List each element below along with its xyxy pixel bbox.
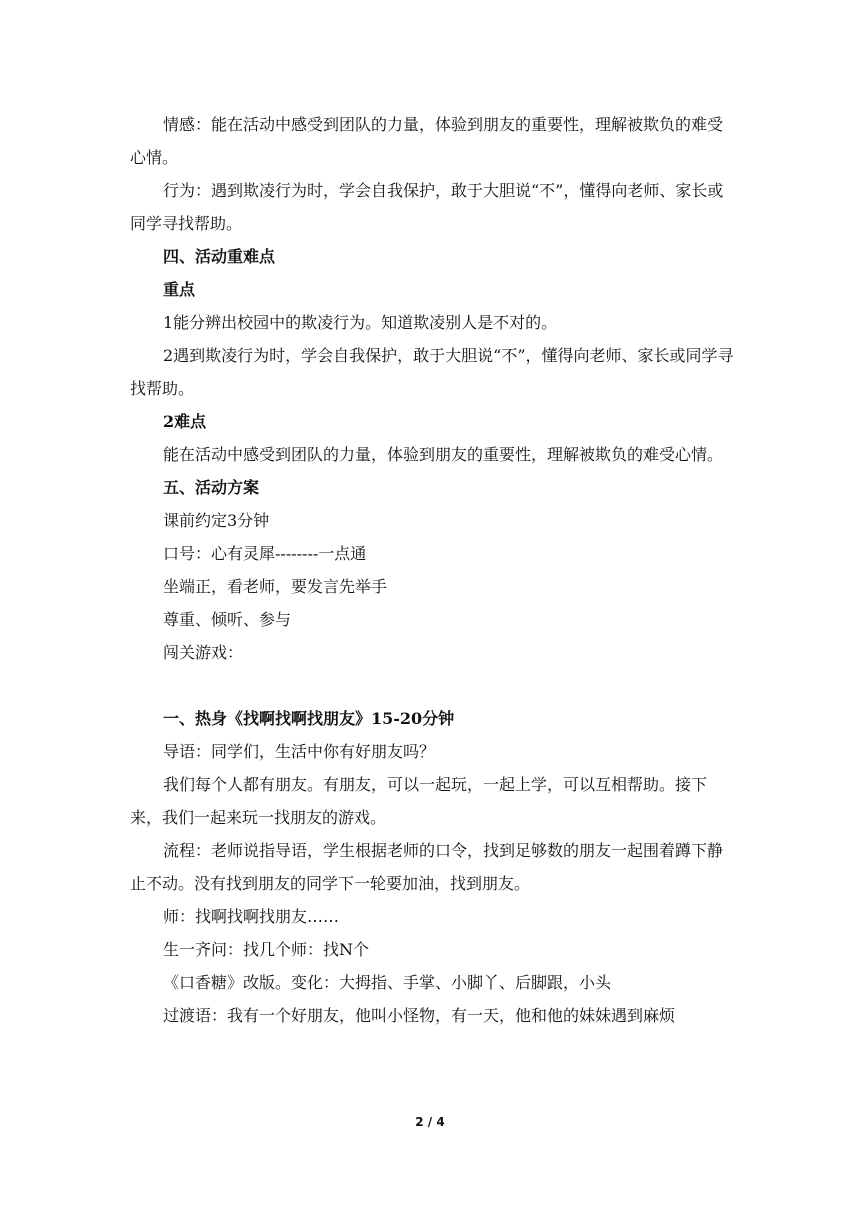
paragraph-emotion-goal: 情感：能在活动中感受到团队的力量，体验到朋友的重要性，理解被欺负的难受心情。	[130, 115, 724, 167]
paragraph-difficult-point: 能在活动中感受到团队的力量，体验到朋友的重要性，理解被欺负的难受心情。	[163, 445, 724, 464]
subheading-difficult-points: 2难点	[163, 412, 207, 431]
heading-activity-plan: 五、活动方案	[163, 478, 260, 497]
paragraph-transition: 过渡语：我有一个好朋友，他叫小怪物，有一天，他和他的妹妹遇到麻烦	[163, 1006, 676, 1025]
paragraph-pre-class-agreement: 课前约定3分钟	[163, 511, 270, 530]
paragraph-teacher-line: 师：找啊找啊找朋友……	[163, 907, 340, 926]
paragraph-process: 流程：老师说指导语，学生根据老师的口令，找到足够数的朋友一起围着蹲下静止不动。没有找到朋友的同学下一轮要加油，找到朋友。	[130, 841, 724, 893]
heading-key-difficult-points: 四、活动重难点	[163, 247, 276, 266]
blank-line	[130, 669, 734, 702]
page-number: 2 / 4	[415, 1115, 445, 1129]
heading-warm-up: 一、热身《找啊找啊找朋友》15-20分钟	[163, 709, 455, 728]
paragraph-intro: 导语：同学们，生活中你有好朋友吗？	[163, 742, 436, 761]
paragraph-friends: 我们每个人都有朋友。有朋友，可以一起玩，一起上学，可以互相帮助。接下来，我们一起来玩一找朋友的游戏。	[130, 775, 708, 827]
paragraph-variation: 《口香糖》改版。变化：大拇指、手掌、小脚丫、后脚跟，小头	[163, 973, 612, 992]
subheading-key-points: 重点	[163, 280, 196, 299]
paragraph-key-point-2: 2遇到欺凌行为时，学会自我保护，敢于大胆说“不”，懂得向老师、家长或同学寻找帮助。	[130, 346, 734, 398]
paragraph-slogan: 口号：心有灵犀--------一点通	[163, 544, 367, 563]
paragraph-key-point-1: 1能分辨出校园中的欺凌行为。知道欺凌别人是不对的。	[163, 313, 558, 332]
paragraph-behavior-goal: 行为：遇到欺凌行为时，学会自我保护，敢于大胆说“不”，懂得向老师、家长或同学寻找帮助。	[130, 181, 724, 233]
paragraph-class-rules: 坐端正，看老师，要发言先举手	[163, 577, 388, 596]
document-body	[130, 108, 734, 1032]
paragraph-student-line: 生一齐问：找几个师：找N个	[163, 940, 370, 959]
paragraph-level-game: 闯关游戏：	[163, 643, 244, 662]
paragraph-values: 尊重、倾听、参与	[163, 610, 292, 629]
